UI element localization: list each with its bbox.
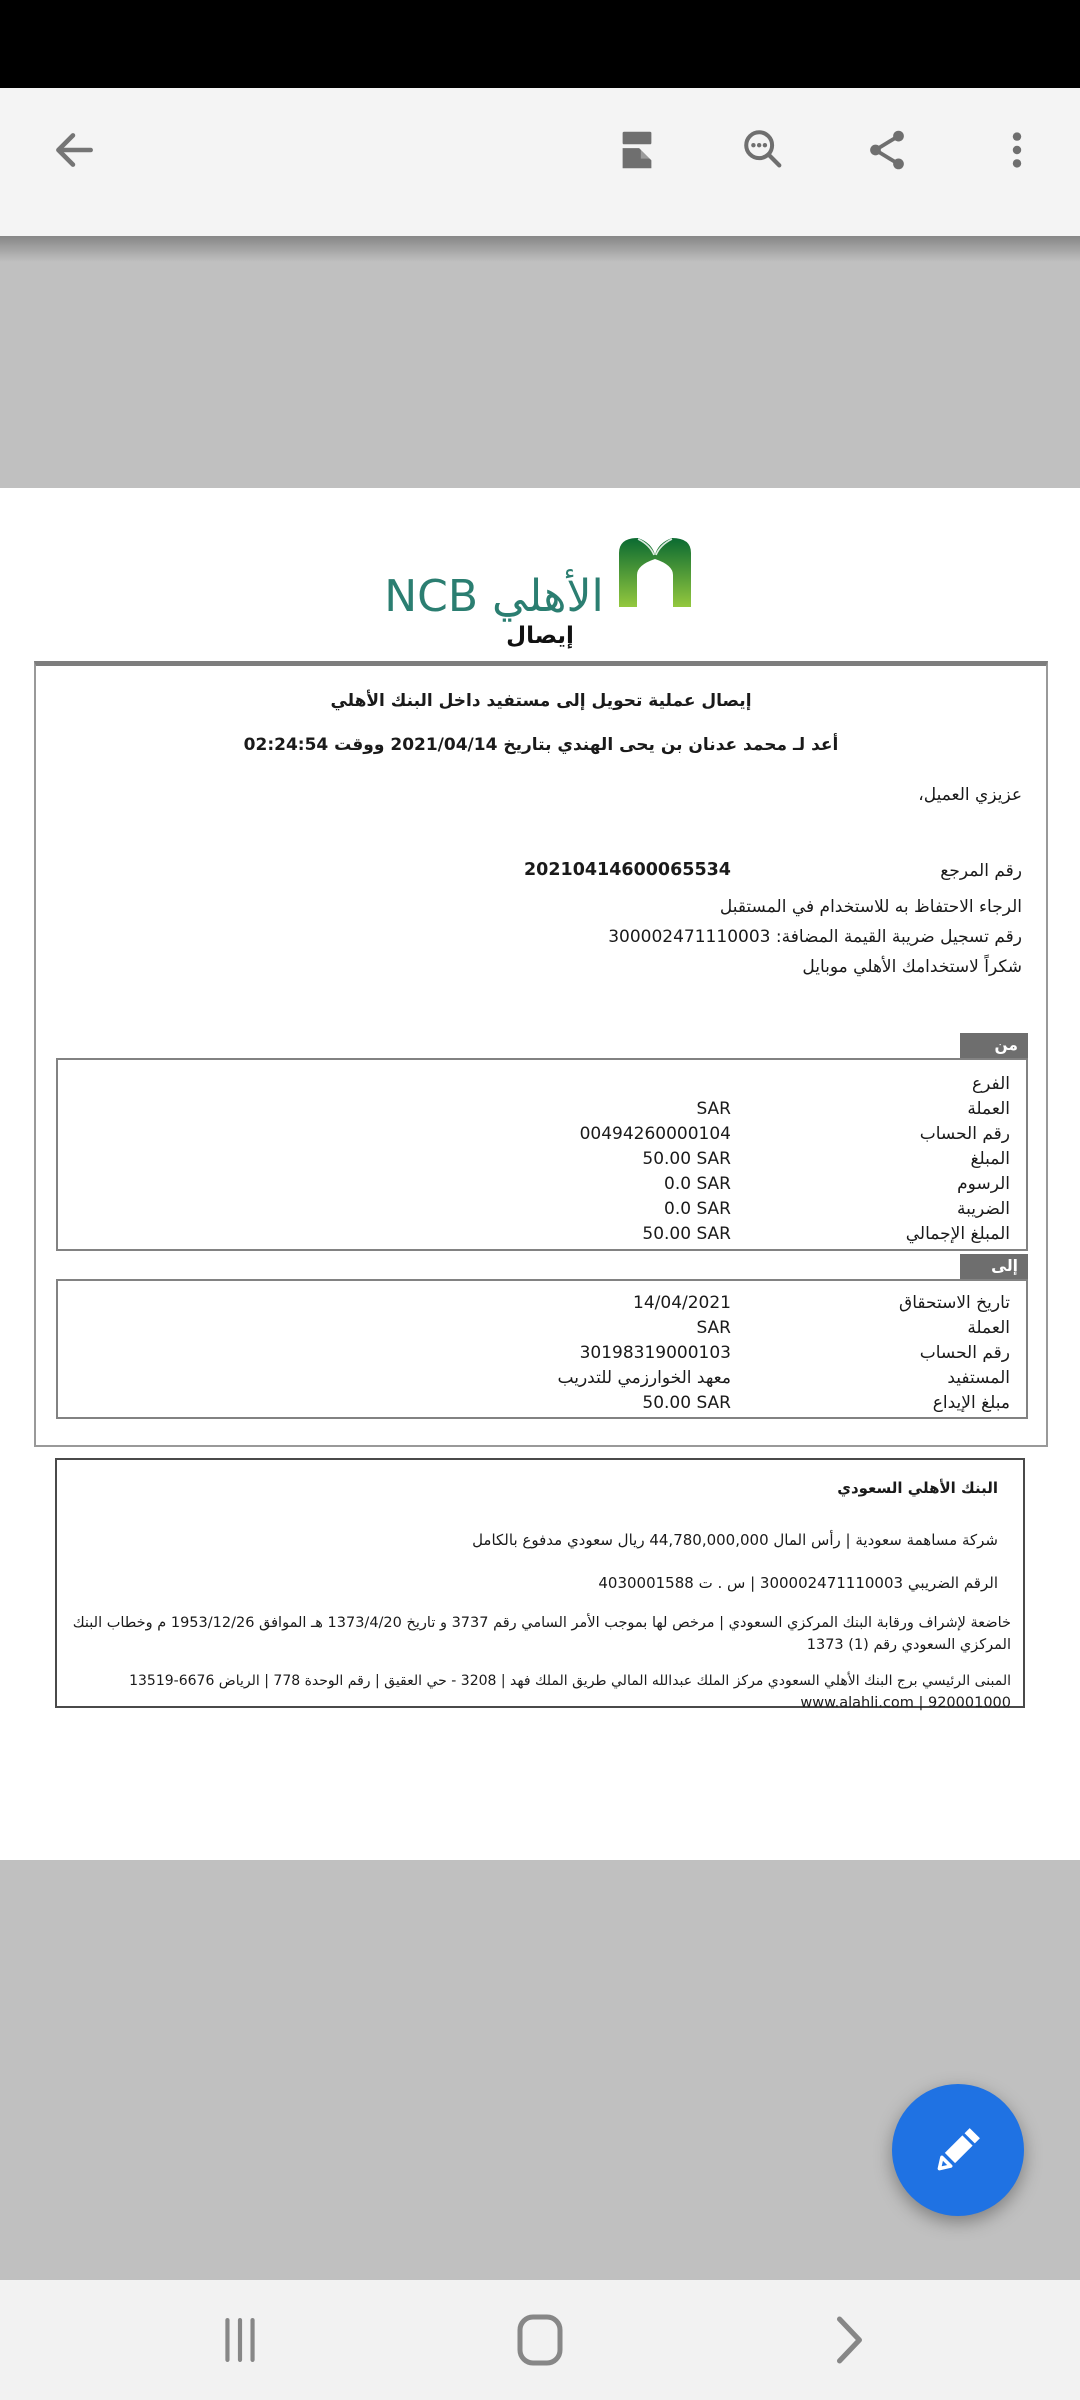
bank-address-line: المبنى الرئيسي برج البنك الأهلي السعودي مركز الملك عبدالله المالي طريق الملك فهد | 3208 - حي العقيق | رقم الوحدة 778 | الرياض 6676-13519 xyxy=(129,1673,1011,1689)
reference-number-value: 20210414600065534 xyxy=(523,860,731,880)
table-row xyxy=(58,1366,1026,1391)
row-value: 0.0 SAR xyxy=(664,1199,731,1219)
back-chevron-icon xyxy=(836,2316,864,2364)
document-viewer[interactable] xyxy=(0,236,1080,2280)
toolbar-shadow xyxy=(0,236,1080,262)
row-value: 50.00 SAR xyxy=(642,1149,731,1169)
magnifier-dots-icon xyxy=(740,127,786,173)
receipt-prepared-for: أعد لـ محمد عدنان بن يحى الهندي بتاريخ 2021/04/14 ووقت 02:24:54 xyxy=(243,735,839,755)
row-label: الفرع xyxy=(971,1074,1010,1094)
row-label: المستفيد xyxy=(947,1368,1010,1388)
bank-company-line: شركة مساهمة سعودية | رأس المال 44,780,000,000 ريال سعودي مدفوع بالكامل xyxy=(472,1531,998,1549)
table-row xyxy=(58,1341,1026,1366)
row-value: 0.0 SAR xyxy=(664,1174,731,1194)
row-label: رقم الحساب xyxy=(919,1343,1010,1363)
table-row xyxy=(58,1122,1026,1147)
row-label: مبلغ الإيداع xyxy=(932,1393,1010,1413)
thanks-line: شكراً لاستخدامك الأهلي موبايل xyxy=(802,957,1022,977)
row-value: 50.00 SAR xyxy=(642,1224,731,1244)
table-row xyxy=(58,1172,1026,1197)
home-icon xyxy=(516,2314,564,2366)
table-row xyxy=(58,1316,1026,1341)
row-value: 00494260000104 xyxy=(579,1124,731,1144)
row-value: معهد الخوارزمي للتدريب xyxy=(557,1368,731,1388)
receipt-box xyxy=(34,661,1048,1447)
receipt-greeting: عزيزي العميل، xyxy=(918,785,1022,805)
document-type-label: إيصال xyxy=(506,623,574,649)
row-value: 50.00 SAR xyxy=(642,1393,731,1413)
table-row xyxy=(58,1291,1026,1316)
row-value: SAR xyxy=(696,1318,731,1338)
bank-contact-line: 920001000 | www.alahli.com xyxy=(800,1695,1011,1711)
receipt-title: إيصال عملية تحويل إلى مستفيد داخل البنك الأهلي xyxy=(330,691,752,711)
bank-logo xyxy=(0,533,1080,622)
back-button[interactable] xyxy=(46,122,102,178)
row-label: المبلغ xyxy=(970,1149,1010,1169)
row-value: SAR xyxy=(696,1099,731,1119)
from-section-table xyxy=(56,1058,1028,1251)
table-row xyxy=(58,1072,1026,1097)
page-view-button[interactable] xyxy=(609,122,665,178)
table-row xyxy=(58,1097,1026,1122)
row-value: 14/04/2021 xyxy=(633,1293,731,1313)
table-row xyxy=(58,1147,1026,1172)
row-label: الضريبة xyxy=(956,1199,1010,1219)
edit-fab[interactable] xyxy=(892,2084,1024,2216)
row-label: رقم الحساب xyxy=(919,1124,1010,1144)
share-button[interactable] xyxy=(859,122,915,178)
reference-number-label: رقم المرجع xyxy=(940,861,1022,881)
to-section-table xyxy=(56,1279,1028,1419)
to-section-header: إلى xyxy=(960,1254,1028,1279)
pencil-icon xyxy=(927,2119,989,2181)
android-navbar xyxy=(0,2280,1080,2400)
row-label: العملة xyxy=(967,1099,1010,1119)
bank-brand-text: الأهلي NCB xyxy=(384,571,604,622)
search-button[interactable] xyxy=(735,122,791,178)
arrow-left-icon xyxy=(49,125,99,175)
bank-info-box xyxy=(55,1458,1025,1711)
row-value: 30198319000103 xyxy=(579,1343,731,1363)
table-row xyxy=(58,1197,1026,1222)
recents-icon xyxy=(215,2317,265,2363)
row-label: المبلغ الإجمالي xyxy=(905,1224,1010,1244)
table-row xyxy=(58,1391,1026,1416)
bank-tax-line: الرقم الضريبي 300002471110003 | س . ت 4030001588 xyxy=(598,1574,998,1592)
pdf-viewer-toolbar xyxy=(0,88,1080,236)
table-row xyxy=(58,1222,1026,1247)
row-label: العملة xyxy=(967,1318,1010,1338)
overflow-menu-icon xyxy=(994,127,1040,173)
row-label: الرسوم xyxy=(957,1174,1010,1194)
bank-name: البنك الأهلي السعودي xyxy=(837,1479,998,1497)
status-bar xyxy=(0,0,1080,88)
row-label: تاريخ الاستحقاق xyxy=(899,1293,1010,1313)
from-section-header: من xyxy=(960,1033,1028,1058)
share-icon xyxy=(864,127,910,173)
overflow-menu-button[interactable] xyxy=(989,122,1045,178)
pdf-page xyxy=(0,488,1080,1860)
page-layout-icon xyxy=(614,127,660,173)
keep-note: الرجاء الاحتفاظ به للاستخدام في المستقبل xyxy=(719,897,1022,917)
vat-registration-line: رقم تسجيل ضريبة القيمة المضافة: 300002471110003 xyxy=(608,927,1022,947)
nav-back-button[interactable] xyxy=(820,2280,880,2400)
ncb-arch-emblem-icon xyxy=(614,533,696,607)
home-button[interactable] xyxy=(505,2280,575,2400)
recents-button[interactable] xyxy=(206,2280,274,2400)
bank-license-line: خاضعة لإشراف ورقابة البنك المركزي السعودي | مرخص لها بموجب الأمر السامي رقم 3737 و تاريخ 1373/4/20 هـ الموافق 1953/12/26 م وخطاب البنك المركزي السعودي رقم (1) 1373 xyxy=(72,1615,1011,1653)
